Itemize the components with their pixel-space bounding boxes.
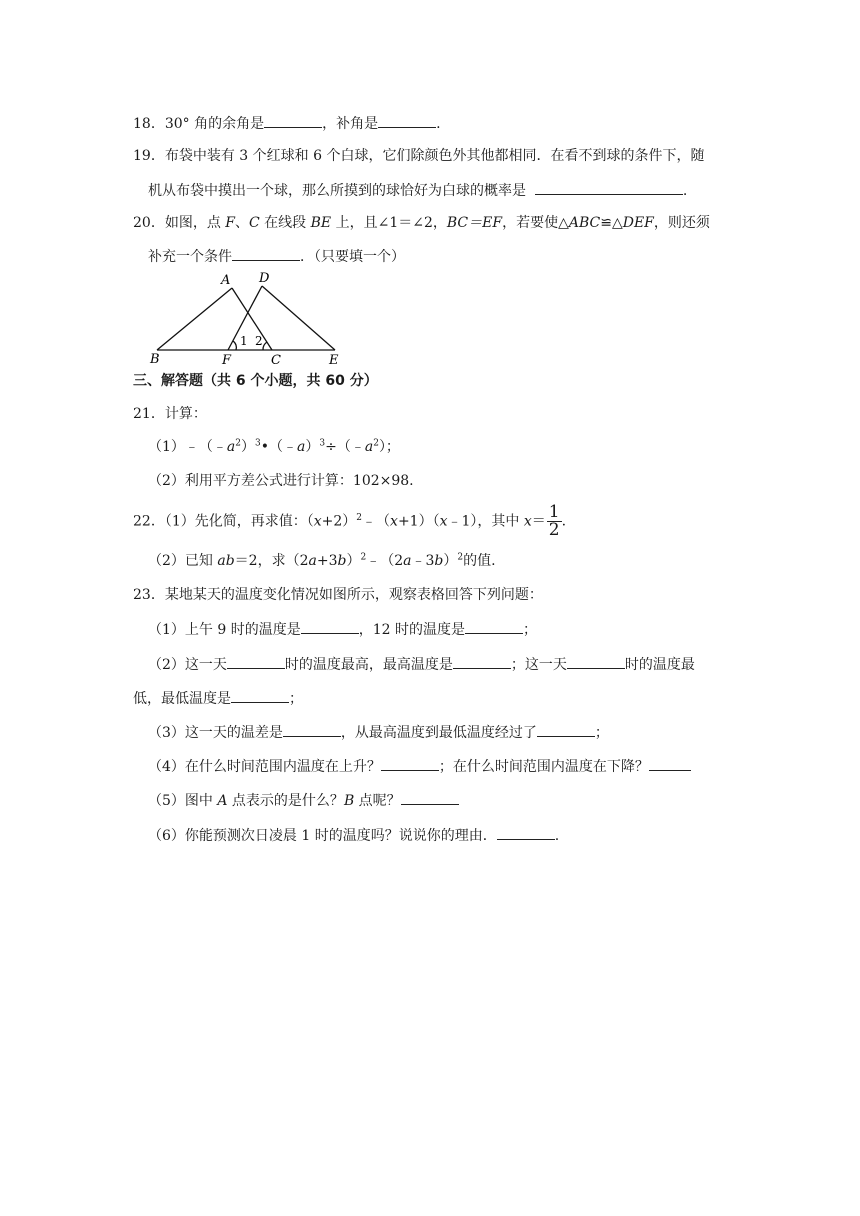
question-22-part1: 22．（1）先化简，再求值：$(x+2)^2﹣(x+1)(x﹣1)$，其中 x＝ $\frac{1}{2}$ .	[133, 502, 567, 540]
answer-blank[interactable]	[649, 756, 691, 771]
fraction-one-half: $\frac{1}{2}$	[548, 502, 560, 540]
label-angle-2: 2	[255, 334, 263, 348]
label-e: E	[329, 353, 339, 368]
question-20-line1: 20．如图，点 F、C 在线段 BE 上，且∠1＝∠2，BC＝EF，若要使△ABC≌△DEF，则还须	[133, 215, 710, 231]
label-a: A	[221, 273, 231, 288]
question-23-part2-line1: （2）这一天 时的温度最高，最高温度是 ；这一天 时的温度最	[148, 654, 695, 675]
question-19-line2: 机从布袋中摸出一个球，那么所摸到的球恰好为白球的概率是 .	[148, 180, 687, 201]
label-f: F	[222, 353, 232, 368]
answer-blank[interactable]	[227, 654, 285, 669]
label-b: B	[150, 352, 160, 367]
segment-de	[262, 286, 335, 350]
question-20-line2: 补充一个条件 ．（只要填一个）	[148, 246, 405, 267]
answer-blank[interactable]	[283, 722, 341, 737]
angle-arc-1	[233, 341, 236, 350]
answer-blank[interactable]	[535, 180, 683, 195]
segment-ac	[232, 288, 272, 350]
question-22-part2: （2）已知 ab＝2，求$(2a+3b)^2﹣(2a﹣3b)^2$的值.	[148, 552, 496, 569]
question-23-part2-line2: 低，最低温度是 ；	[133, 688, 303, 709]
answer-blank[interactable]	[465, 619, 523, 634]
answer-blank[interactable]	[381, 756, 439, 771]
answer-blank[interactable]	[301, 619, 359, 634]
question-23-part1: （1）上午 9 时的温度是 ，12 时的温度是 ；	[148, 619, 537, 640]
question-19-line1: 19．布袋中装有 3 个红球和 6 个白球，它们除颜色外其他都相同．在看不到球的条件下，随	[133, 148, 705, 164]
question-23-part5: （5）图中 A 点表示的是什么？B 点呢？	[148, 790, 459, 811]
label-angle-1: 1	[240, 334, 248, 348]
label-d: D	[259, 271, 270, 286]
answer-blank[interactable]	[401, 790, 459, 805]
question-21: 21．计算：	[133, 406, 207, 422]
answer-blank[interactable]	[537, 722, 595, 737]
answer-blank[interactable]	[264, 113, 322, 128]
question-21-part1: $(1)﹣(﹣a^2)^3•(﹣a)^3\div(﹣a^2)$；	[148, 438, 400, 455]
answer-blank[interactable]	[231, 688, 289, 703]
question-23-part4: （4）在什么时间范围内温度在上升？ ；在什么时间范围内温度在下降？	[148, 756, 691, 777]
answer-blank[interactable]	[378, 113, 436, 128]
answer-blank[interactable]	[497, 825, 555, 840]
answer-blank[interactable]	[567, 654, 625, 669]
question-23: 23．某地某天的温度变化情况如图所示，观察表格回答下列问题：	[133, 587, 543, 603]
question-21-part2: （2）利用平方差公式进行计算：102×98.	[148, 473, 414, 489]
section-3-heading: 三、解答题（共 6 个小题，共 60 分）	[133, 373, 378, 389]
triangle-figure	[140, 268, 360, 368]
segment-ba	[157, 288, 232, 350]
question-23-part3: （3）这一天的温差是 ，从最高温度到最低温度经过了 ；	[148, 722, 609, 743]
angle-arc-2	[263, 342, 267, 350]
answer-blank[interactable]	[453, 654, 511, 669]
question-23-part6: （6）你能预测次日凌晨 1 时的温度吗？说说你的理由． .	[148, 825, 559, 846]
answer-blank[interactable]	[232, 246, 300, 261]
label-c: C	[271, 353, 281, 368]
question-18: 18．30° 角的余角是 ，补角是 .	[133, 113, 441, 134]
